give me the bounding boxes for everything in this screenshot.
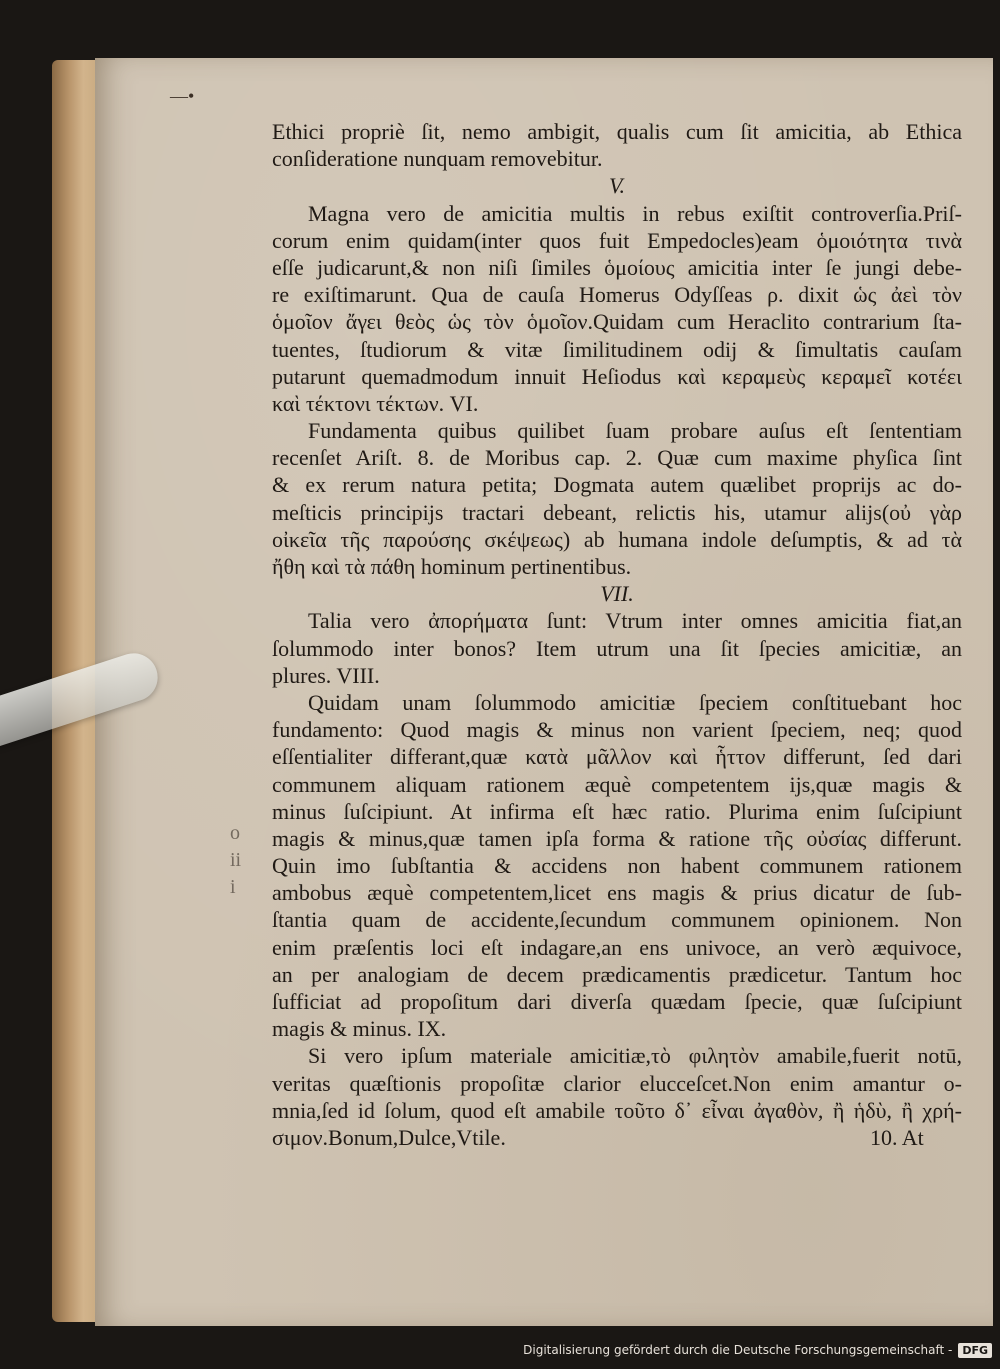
text-line: V.: [608, 173, 626, 199]
text-line: an per analogiam de decem prædicamentis prædicetur. Tantum hoc: [272, 961, 962, 987]
text-line: Fundamenta quibus quilibet ſuam probare auſus eſt ſententiam: [308, 418, 962, 444]
margin-notes: [230, 820, 241, 901]
dfg-logo-icon: DFG: [958, 1343, 992, 1358]
text-line: fundamento: Quod magis & minus non varient ſpeciem, neq; quod: [272, 717, 962, 743]
text-line: σιμον.Bonum,Dulce,Vtile.: [272, 1124, 506, 1150]
text-line: putarunt quemadmodum innuit Heſiodus καὶ κεραμεὺς κεραμεῖ κοτέει: [272, 363, 962, 389]
text-line: ἤθη καὶ τὰ πάθη hominum pertinentibus.: [272, 554, 632, 579]
text-line: Si vero ipſum materiale amicitiæ,τὸ φιλητὸν amabile,fuerit notū,: [308, 1043, 962, 1069]
text-line: Ethici propriè ſit, nemo ambigit, qualis cum ſit amicitia, ab Ethica: [272, 119, 962, 144]
text-line: ὁμοῖον ἄγει θεὸς ὡς τὸν ὁμοῖον.Quidam cum Heraclito contrarium ſta-: [272, 309, 962, 335]
text-line: eſſentialiter differant,quæ κατὰ μᾶλλον καὶ ἧττον differunt, ſed dari: [272, 744, 962, 770]
text-line: meſticis principijs tractari debeant, relictis his, utamur alijs(οὐ γὰρ: [272, 499, 962, 525]
text-line: re exiſtimarunt. Qua de cauſa Homerus Odyſſeas ρ. dixit ὡς ἀεὶ τὸν: [272, 282, 962, 308]
text-line: plures. VIII.: [272, 662, 380, 688]
text-line: ſolummodo inter bonos? Item utrum una ſit ſpecies amicitiæ, an: [272, 635, 962, 661]
text-line: eſſe judicarunt,& non niſi ſimiles ὁμοίους amicitia inter ſe jungi debe-: [272, 254, 962, 280]
text-line: mnia,ſed id ſolum, quod eſt amabile τοῦτο δ᾽ εἶναι ἀγαθὸν, ἢ ἡδὺ, ἢ χρή-: [272, 1097, 962, 1123]
footer-credit: Digitalisierung gefördert durch die Deutsche Forschungsgemeinschaft -: [523, 1343, 953, 1357]
text-line: καὶ τέκτονι τέκτων. VI.: [272, 390, 479, 416]
text-line: communem aliquam rationem æquè competentem ijs,quæ magis &: [272, 771, 962, 797]
text-line: enim præſentis loci eſt indagare,an ens univoce, an verò æquivoce,: [272, 934, 962, 960]
margin-note: i: [230, 876, 236, 898]
text-line: & ex rerum natura petita; Dogmata autem quælibet proprijs ac do-: [272, 472, 962, 498]
text-line: magis & minus,quæ tamen ipſa forma & ratione τῆς οὐσίας differunt.: [272, 825, 962, 851]
top-mark: —•: [170, 86, 195, 106]
text-line: ſufficiat ad propoſitum dari diverſa quædam ſpecie, quæ ſuſcipiunt: [272, 989, 962, 1014]
catchword: 10. At: [870, 1125, 924, 1150]
text-line: Quin imo ſubſtantia & accidens non habent communem rationem: [272, 853, 962, 879]
margin-note: o: [230, 822, 240, 844]
text-line: Magna vero de amicitia multis in rebus exiſtit controverſia.Priſ-: [308, 200, 962, 226]
text-line: ſtantia quam de accidente,ſecundum communem opinionem. Non: [272, 907, 962, 933]
margin-note: ii: [230, 849, 242, 871]
body-text: [272, 118, 962, 1151]
text-line: conſideratione nunquam removebitur.: [272, 146, 603, 172]
text-line: ambobus æquè competentem,licet ens magis & prius dicatur de ſub-: [272, 880, 962, 906]
text-line: recenſet Ariſt. 8. de Moribus cap. 2. Quæ cum maxime phyſica ſint: [272, 445, 962, 471]
text-line: Quidam unam ſolummodo amicitiæ ſpeciem conſtituebant hoc: [308, 689, 962, 715]
digitization-footer: [523, 1339, 992, 1361]
text-line: minus ſuſcipiunt. At infirma eſt hæc ratio. Plurima enim ſuſcipiunt: [272, 798, 962, 824]
text-line: corum enim quidam(inter quos fuit Empedocles)eam ὁμοιότητα τινὰ: [272, 227, 962, 253]
text-line: tuentes, ſtudiorum & vitæ ſimilitudinem odij & ſimultatis cauſam: [272, 336, 962, 362]
text-line: Talia vero ἀπορήματα ſunt: Vtrum inter omnes amicitia fiat,an: [308, 608, 962, 634]
text-line: VII.: [600, 581, 634, 607]
text-line: magis & minus. IX.: [272, 1016, 447, 1042]
text-line: οἰκεῖα τῆς παρούσης σκέψεως) ab humana indole deſumptis, & ad τὰ: [272, 526, 962, 552]
text-line: veritas quæſtionis propoſitæ clarior elucceſcet.Non enim amantur o-: [272, 1070, 962, 1096]
